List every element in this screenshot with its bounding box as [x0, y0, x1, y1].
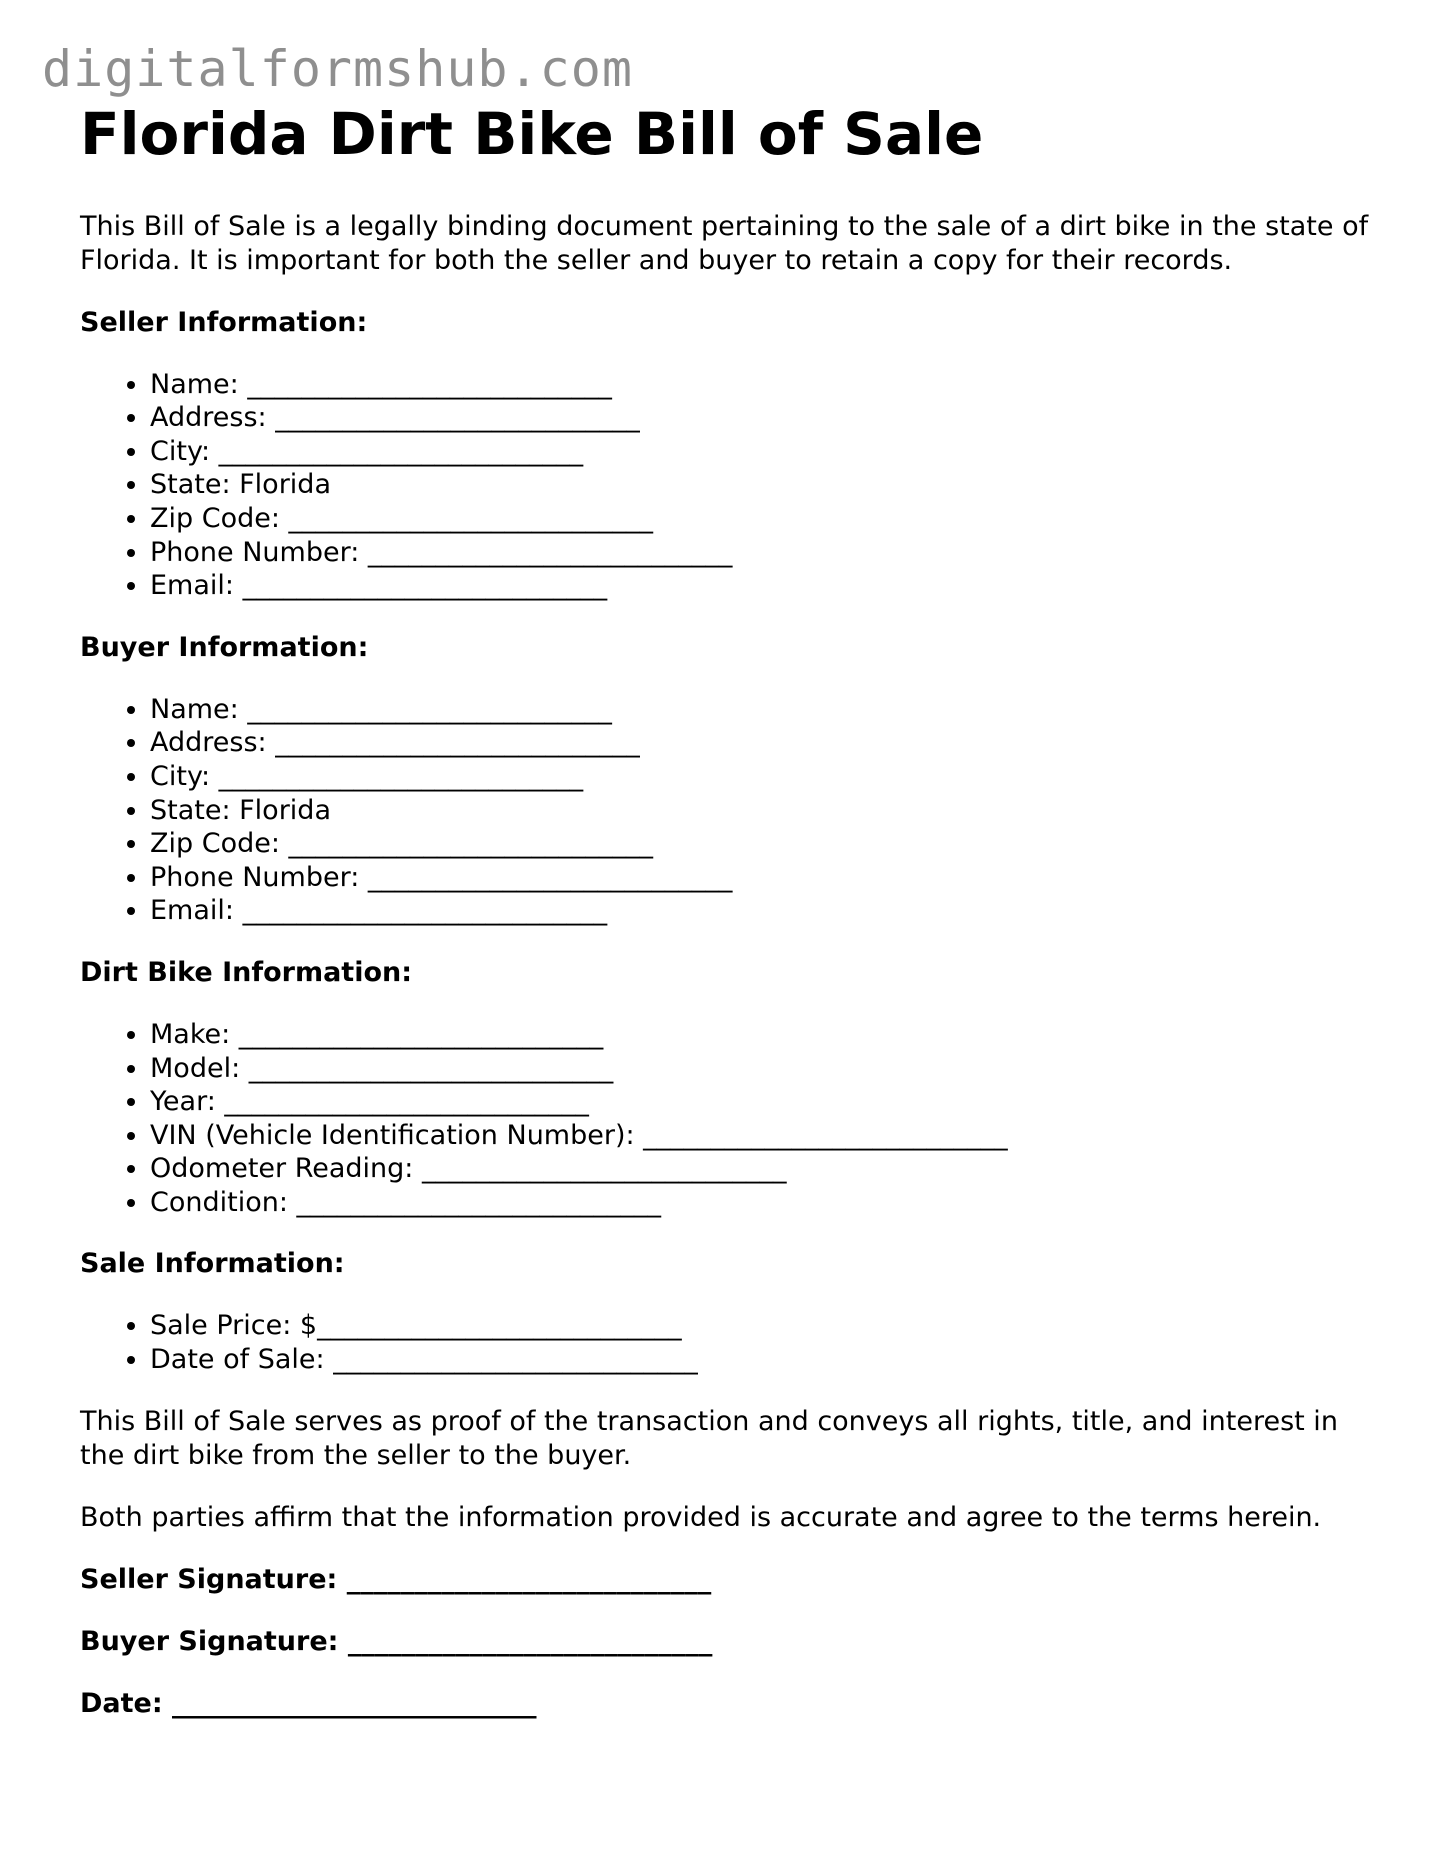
intro-paragraph: This Bill of Sale is a legally binding document pertaining to the sale of a dirt bike in the state of Florida. It is important for both the seller and buyer to retain a copy for their records.	[80, 210, 1369, 276]
bike-odometer-field: • Odometer Reading: ___________________________	[150, 1152, 1370, 1186]
watermark: digitalformshub.com	[42, 40, 633, 98]
seller-section-heading: Seller Information:	[80, 306, 368, 338]
page-title: Florida Dirt Bike Bill of Sale	[80, 100, 984, 168]
bike-make-field: • Make: ___________________________	[150, 1018, 1370, 1052]
seller-state-field: • State: Florida	[150, 468, 1370, 502]
buyer-email-field: • Email: ___________________________	[150, 894, 1370, 928]
buyer-zip-field: • Zip Code: ___________________________	[150, 827, 1370, 861]
bike-vin-field: • VIN (Vehicle Identification Number): ___________________________	[150, 1119, 1370, 1153]
bike-fields-list	[80, 1018, 1370, 1220]
seller-city-field: • City: ___________________________	[150, 435, 1370, 469]
bike-model-field: • Model: ___________________________	[150, 1052, 1370, 1086]
seller-address-field: • Address: ___________________________	[150, 401, 1370, 435]
sale-section-heading: Sale Information:	[80, 1248, 345, 1280]
sale-fields-list	[80, 1309, 1370, 1376]
bike-section-heading: Dirt Bike Information:	[80, 956, 413, 988]
buyer-city-field: • City: ___________________________	[150, 760, 1370, 794]
seller-phone-field: • Phone Number: ___________________________	[150, 536, 1370, 570]
buyer-signature-line: Buyer Signature: ___________________________	[80, 1625, 713, 1657]
sale-date-field: • Date of Sale: ___________________________	[150, 1343, 1370, 1377]
proof-paragraph: This Bill of Sale serves as proof of the transaction and conveys all rights, title, and interest in the dirt bike from the seller to the buyer.	[80, 1405, 1338, 1471]
document-page	[80, 100, 1370, 1721]
seller-fields-list	[80, 368, 1370, 603]
buyer-name-field: • Name: ___________________________	[150, 693, 1370, 727]
seller-signature-line: Seller Signature: ___________________________	[80, 1563, 712, 1595]
bike-year-field: • Year: ___________________________	[150, 1085, 1370, 1119]
date-signature-line: Date: ___________________________	[80, 1687, 537, 1719]
buyer-state-field: • State: Florida	[150, 794, 1370, 828]
affirm-paragraph: Both parties affirm that the information provided is accurate and agree to the terms herein.	[80, 1501, 1322, 1533]
buyer-address-field: • Address: ___________________________	[150, 726, 1370, 760]
buyer-fields-list	[80, 693, 1370, 928]
seller-email-field: • Email: ___________________________	[150, 569, 1370, 603]
seller-name-field: • Name: ___________________________	[150, 368, 1370, 402]
buyer-section-heading: Buyer Information:	[80, 631, 369, 663]
bike-condition-field: • Condition: ___________________________	[150, 1186, 1370, 1220]
seller-zip-field: • Zip Code: ___________________________	[150, 502, 1370, 536]
buyer-phone-field: • Phone Number: ___________________________	[150, 861, 1370, 895]
sale-price-field: • Sale Price: $___________________________	[150, 1309, 1370, 1343]
